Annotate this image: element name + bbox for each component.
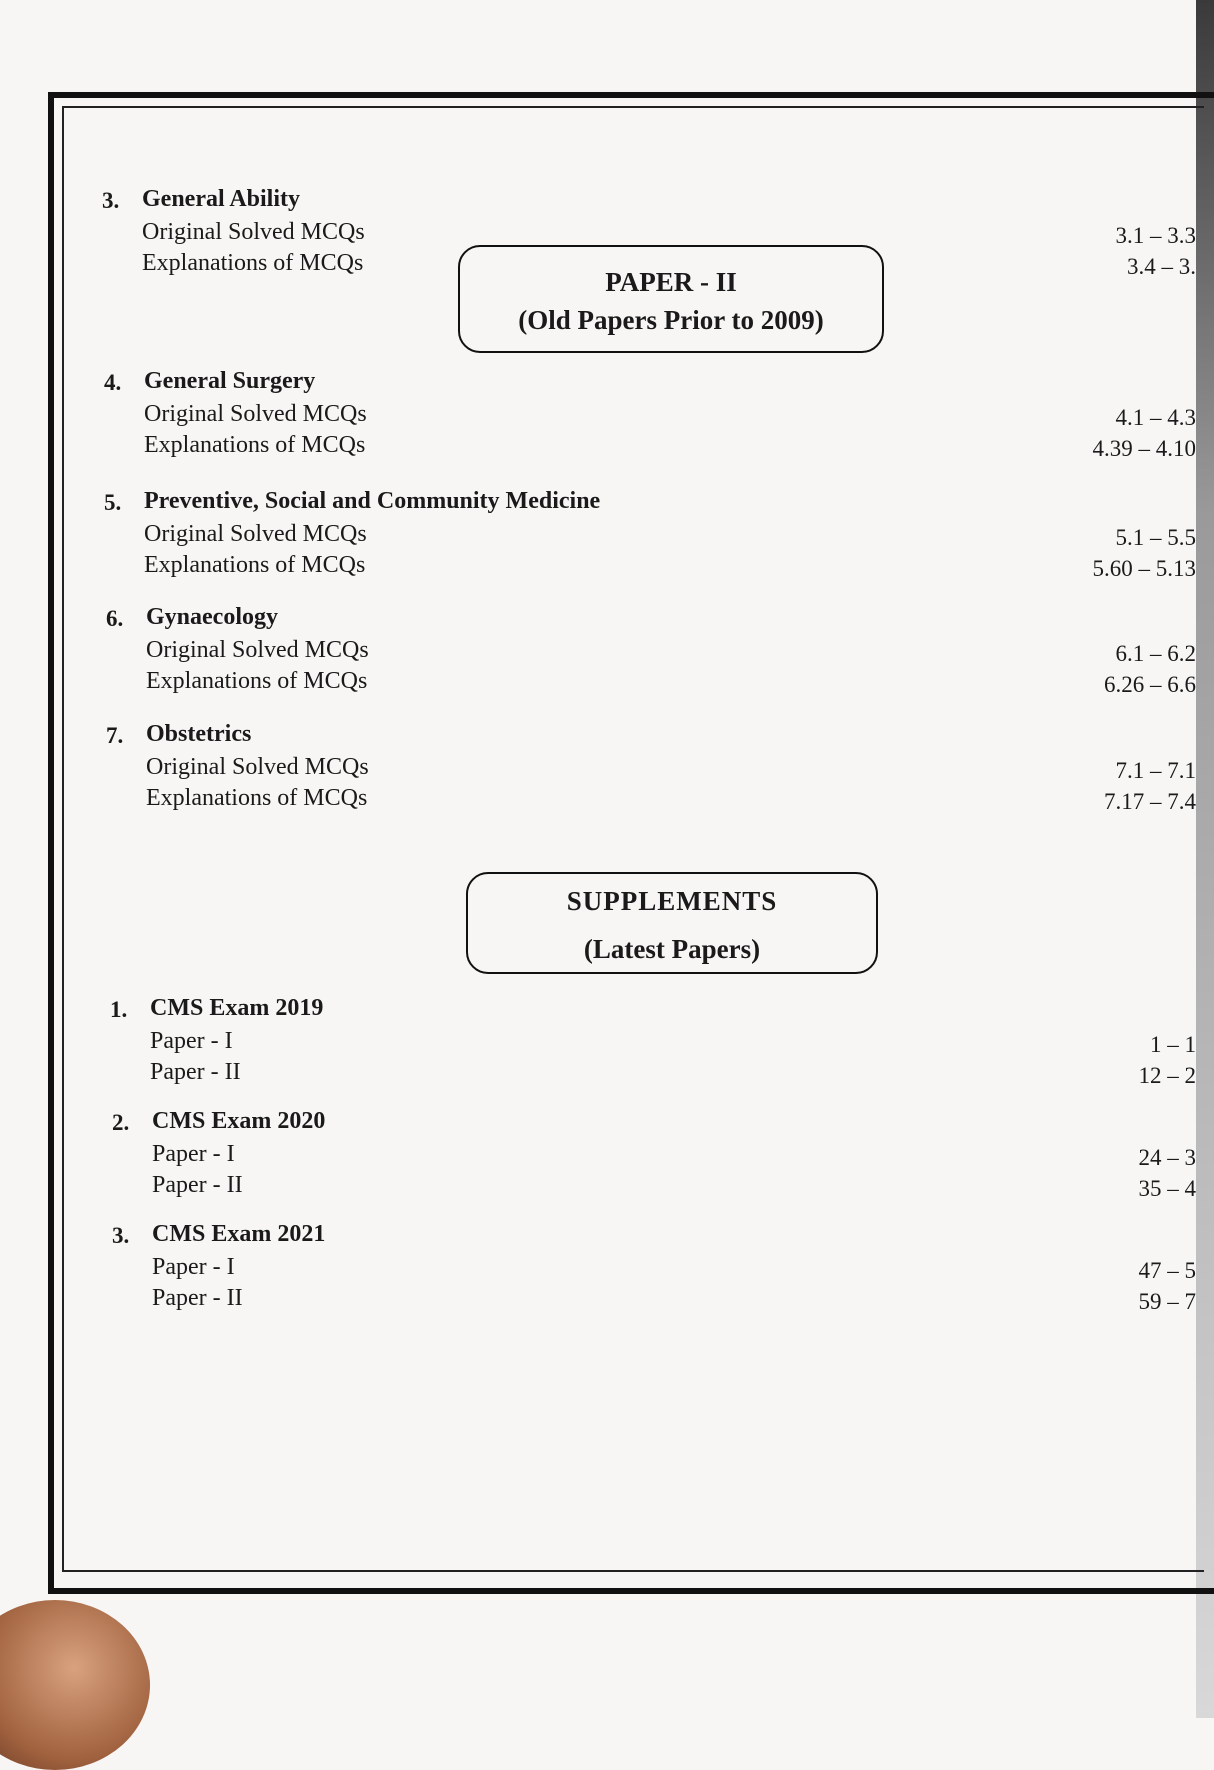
entry-label: Explanations of MCQs	[144, 432, 366, 458]
entry-label: Explanations of MCQs	[142, 250, 364, 276]
entry-pages: 12 – 2	[1138, 1063, 1196, 1088]
entry-label: Paper - I	[152, 1254, 235, 1280]
entry-label: Paper - II	[150, 1059, 241, 1085]
entry-pages: 4.1 – 4.3	[1115, 405, 1196, 430]
section-title: Obstetrics	[146, 721, 252, 747]
section-number: 1.	[110, 997, 128, 1022]
supplements-heading-box	[466, 872, 878, 974]
section-title: CMS Exam 2020	[152, 1108, 326, 1134]
section-number: 5.	[104, 490, 122, 515]
entry-pages: 5.1 – 5.5	[1115, 525, 1196, 550]
entry-pages: 47 – 5	[1138, 1258, 1196, 1283]
entry-label: Paper - II	[152, 1285, 243, 1311]
entry-label: Original Solved MCQs	[142, 219, 365, 245]
entry-label: Paper - I	[150, 1028, 233, 1054]
entry-label: Original Solved MCQs	[146, 637, 369, 663]
section-number: 2.	[112, 1110, 130, 1135]
section-number: 6.	[106, 606, 124, 631]
section-title: CMS Exam 2021	[152, 1221, 326, 1247]
paper-ii-subtitle: (Old Papers Prior to 2009)	[518, 305, 824, 335]
entry-label: Original Solved MCQs	[146, 754, 369, 780]
entry-pages: 4.39 – 4.10	[1092, 436, 1196, 461]
section-number: 3.	[102, 188, 120, 213]
entry-label: Explanations of MCQs	[146, 668, 368, 694]
section-title: Gynaecology	[146, 604, 278, 630]
entry-pages: 7.1 – 7.1	[1115, 758, 1196, 783]
paper-ii-title: PAPER - II	[605, 267, 737, 297]
entry-label: Paper - I	[152, 1141, 235, 1167]
entry-label: Explanations of MCQs	[146, 785, 368, 811]
section-number: 7.	[106, 723, 124, 748]
paper-ii-heading-box	[458, 245, 884, 353]
section-title: General Surgery	[144, 368, 316, 394]
entry-label: Original Solved MCQs	[144, 401, 367, 427]
supplements-title: SUPPLEMENTS	[566, 886, 778, 916]
entry-pages: 7.17 – 7.4	[1104, 789, 1196, 814]
entry-pages: 5.60 – 5.13	[1092, 556, 1196, 581]
entry-label: Paper - II	[152, 1172, 243, 1198]
section-title: CMS Exam 2019	[150, 995, 324, 1021]
entry-pages: 6.26 – 6.6	[1104, 672, 1196, 697]
supplements-subtitle: (Latest Papers)	[583, 934, 761, 964]
entry-pages: 3.1 – 3.3	[1115, 223, 1196, 248]
entry-pages: 6.1 – 6.2	[1115, 641, 1196, 666]
entry-pages: 59 – 7	[1138, 1289, 1196, 1314]
finger-in-photo	[0, 1600, 150, 1770]
entry-pages: 3.4 – 3.	[1127, 254, 1196, 279]
section-title: General Ability	[142, 186, 300, 212]
entry-pages: 24 – 3	[1138, 1145, 1196, 1170]
entry-label: Explanations of MCQs	[144, 552, 366, 578]
section-number: 3.	[112, 1223, 130, 1248]
entry-label: Original Solved MCQs	[144, 521, 367, 547]
section-title: Preventive, Social and Community Medicine	[144, 488, 601, 514]
entry-pages: 35 – 4	[1138, 1176, 1196, 1201]
section-number: 4.	[104, 370, 122, 395]
entry-pages: 1 – 1	[1150, 1032, 1196, 1057]
